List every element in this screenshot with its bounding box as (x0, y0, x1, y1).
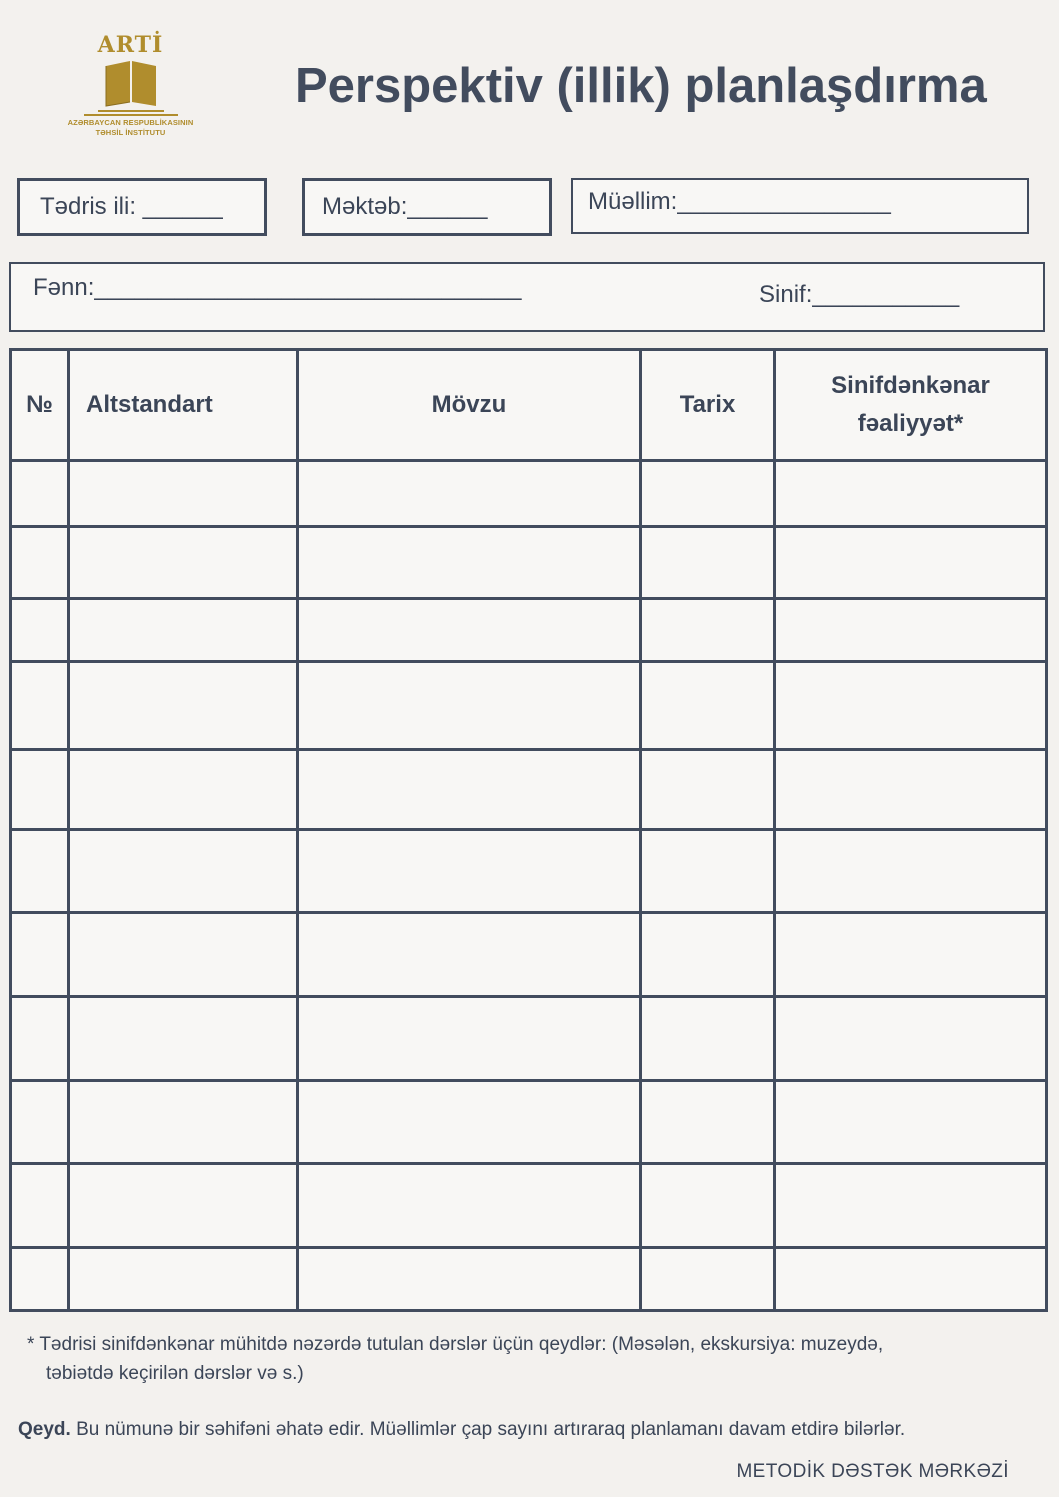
cell-number[interactable] (11, 527, 69, 599)
plan-table (9, 348, 1048, 1312)
table-row (11, 1081, 1047, 1164)
cell-topic[interactable] (298, 997, 641, 1081)
cell-topic[interactable] (298, 830, 641, 913)
cell-date[interactable] (641, 830, 775, 913)
table-row (11, 1164, 1047, 1248)
cell-extracurricular[interactable] (775, 750, 1047, 830)
header-number: № (11, 350, 69, 461)
school-label: Məktəb:______ (322, 193, 488, 220)
cell-extracurricular[interactable] (775, 1081, 1047, 1164)
cell-number[interactable] (11, 997, 69, 1081)
cell-substandard[interactable] (69, 1081, 298, 1164)
cell-date[interactable] (641, 599, 775, 662)
cell-topic[interactable] (298, 1164, 641, 1248)
arti-logo (58, 32, 203, 154)
cell-substandard[interactable] (69, 750, 298, 830)
cell-substandard[interactable] (69, 1248, 298, 1311)
header-date: Tarix (641, 350, 775, 461)
table-row (11, 830, 1047, 913)
cell-number[interactable] (11, 750, 69, 830)
school-field[interactable] (302, 178, 552, 236)
cell-extracurricular[interactable] (775, 461, 1047, 527)
header-topic: Mövzu (298, 350, 641, 461)
table-row (11, 750, 1047, 830)
cell-extracurricular[interactable] (775, 830, 1047, 913)
table-header-row (11, 350, 1047, 461)
cell-date[interactable] (641, 527, 775, 599)
teacher-label: Müəllim:________________ (588, 188, 891, 215)
note-text: Bu nümunə bir səhifəni əhatə edir. Müəllimlər çap sayını artıraraq planlamanı davam etdirə bilərlər. (70, 1419, 906, 1440)
logo-word: ARTİ (97, 32, 164, 58)
logo-subtitle-line2: TƏHSİL İNSTİTUTU (95, 128, 166, 137)
cell-substandard[interactable] (69, 461, 298, 527)
subject-class-field[interactable] (9, 262, 1045, 332)
subject-label: Fənn:________________________________ (33, 274, 522, 301)
cell-extracurricular[interactable] (775, 599, 1047, 662)
header-extracurricular-line2: fəaliyyət* (857, 410, 964, 437)
cell-substandard[interactable] (69, 830, 298, 913)
cell-number[interactable] (11, 599, 69, 662)
cell-extracurricular[interactable] (775, 913, 1047, 997)
table-row (11, 527, 1047, 599)
cell-date[interactable] (641, 461, 775, 527)
cell-substandard[interactable] (69, 997, 298, 1081)
cell-extracurricular[interactable] (775, 662, 1047, 750)
note-label: Qeyd. (18, 1419, 71, 1440)
cell-extracurricular[interactable] (775, 997, 1047, 1081)
page-title: Perspektiv (illik) planlaşdırma (295, 59, 987, 113)
logo-subtitle-line1: AZƏRBAYCAN RESPUBLİKASININ (67, 118, 194, 127)
class-label: Sinif:___________ (759, 281, 960, 308)
header-extracurricular-line1: Sinifdənkənar (831, 372, 990, 399)
cell-extracurricular[interactable] (775, 527, 1047, 599)
cell-topic[interactable] (298, 1248, 641, 1311)
cell-topic[interactable] (298, 662, 641, 750)
table-row (11, 599, 1047, 662)
table-row (11, 997, 1047, 1081)
table-row (11, 1248, 1047, 1311)
cell-substandard[interactable] (69, 1164, 298, 1248)
cell-extracurricular[interactable] (775, 1164, 1047, 1248)
cell-topic[interactable] (298, 913, 641, 997)
school-year-field[interactable] (17, 178, 267, 236)
cell-date[interactable] (641, 913, 775, 997)
header-substandard: Altstandart (69, 350, 298, 461)
footnote-line1: * Tədrisi sinifdənkənar mühitdə nəzərdə tutulan dərslər üçün qeydlər: (Məsələn, ekskursiya: muzeydə, (27, 1334, 884, 1355)
cell-date[interactable] (641, 662, 775, 750)
cell-date[interactable] (641, 1248, 775, 1311)
cell-number[interactable] (11, 1164, 69, 1248)
cell-date[interactable] (641, 750, 775, 830)
cell-topic[interactable] (298, 461, 641, 527)
cell-substandard[interactable] (69, 913, 298, 997)
cell-date[interactable] (641, 1164, 775, 1248)
cell-number[interactable] (11, 1081, 69, 1164)
book-icon (76, 58, 186, 118)
cell-extracurricular[interactable] (775, 1248, 1047, 1311)
cell-number[interactable] (11, 830, 69, 913)
teacher-field[interactable] (571, 178, 1029, 234)
cell-topic[interactable] (298, 599, 641, 662)
header-extracurricular (775, 350, 1047, 461)
footnote (27, 1330, 1027, 1388)
footnote-line2: təbiətdə keçirilən dərslər və s.) (46, 1363, 304, 1384)
cell-substandard[interactable] (69, 662, 298, 750)
cell-number[interactable] (11, 913, 69, 997)
cell-topic[interactable] (298, 527, 641, 599)
cell-date[interactable] (641, 1081, 775, 1164)
cell-topic[interactable] (298, 750, 641, 830)
methodical-center-label: METODİK DƏSTƏK MƏRKƏZİ (736, 1461, 1009, 1482)
table-row (11, 461, 1047, 527)
school-year-label: Tədris ili: ______ (40, 193, 223, 220)
cell-number[interactable] (11, 461, 69, 527)
cell-number[interactable] (11, 662, 69, 750)
note (18, 1419, 1048, 1441)
table-row (11, 913, 1047, 997)
cell-substandard[interactable] (69, 527, 298, 599)
cell-number[interactable] (11, 1248, 69, 1311)
cell-date[interactable] (641, 997, 775, 1081)
table-row (11, 662, 1047, 750)
cell-topic[interactable] (298, 1081, 641, 1164)
cell-substandard[interactable] (69, 599, 298, 662)
